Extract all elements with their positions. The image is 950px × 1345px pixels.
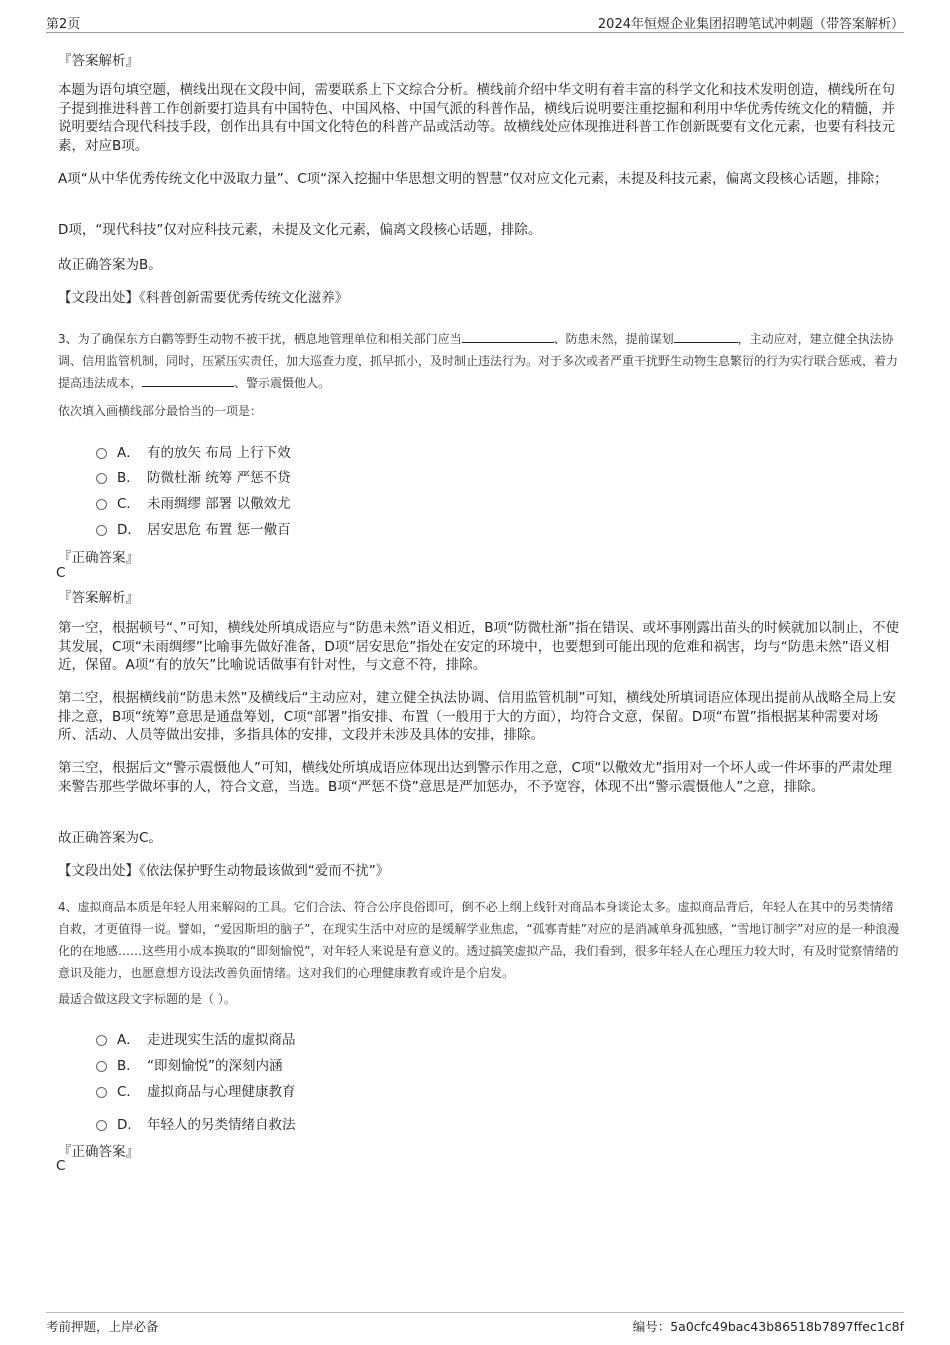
document-code: 编号：5a0cfc49bac43b86518b7897ffec1c8f: [632, 1319, 904, 1334]
option-letter: C．: [117, 1084, 140, 1100]
document-title: 2024年恒煜企业集团招聘笔试冲刺题（带答案解析）: [597, 17, 904, 32]
q3-stem-part-4: 、警示震慑他人。: [234, 376, 331, 390]
option-letter: B．: [117, 470, 140, 486]
q3-analysis-1: 第一空，根据顿号“、”可知，横线处所填成语应与“防患未然”语义相近，B项“防微杜渐”指在错误、或坏事刚露出苗头的时候就加以制止，不使其发展，C项“未雨绸缪”比喻事先做好准备，D项“居安思危”指处在安定的环境中，也要想到可能出现的危难和祸害，均与“防患未然”语义相近，保留。A项“有的放矢”比喻说话做事有针对性，与文意不符，排除。: [58, 620, 899, 673]
q3-analysis-3: 第三空，根据后文“警示震慑他人”可知，横线处所填成语应体现出达到警示作用之意，C项“以儆效尤”指用对一个坏人或一件坏事的严肃处理来警告那些学做坏事的人，符合文意，当选。B项“严惩不贷”意思是严加惩办，不予宽容，体现不出“警示震慑他人”之意，排除。: [58, 760, 892, 795]
q4-prompt: 最适合做这段文字标题的是（ ）。: [58, 992, 236, 1006]
option-letter: D．: [117, 522, 141, 538]
q3-blank-1: [462, 330, 554, 343]
page-header: [46, 10, 904, 33]
q3-blank-2: [674, 330, 738, 343]
q4-option-b[interactable]: [96, 1054, 283, 1074]
radio-icon[interactable]: [96, 1087, 107, 1098]
option-letter: A．: [117, 445, 140, 461]
radio-icon[interactable]: [96, 473, 107, 484]
page-footer: [46, 1312, 904, 1339]
q3-answer-label: 『正确答案』: [58, 550, 139, 566]
q3-stem: [58, 328, 900, 394]
option-letter: A．: [117, 1032, 140, 1048]
radio-icon[interactable]: [96, 448, 107, 459]
q3-stem-part-1: 3、为了确保东方白鹳等野生动物不被干扰，栖息地管理单位和相关部门应当: [58, 332, 462, 346]
q3-option-c[interactable]: [96, 492, 291, 512]
q4-option-a[interactable]: [96, 1028, 296, 1048]
radio-icon[interactable]: [96, 499, 107, 510]
page-number: 第2页: [46, 17, 81, 32]
q3-stem-part-3: ，主动应对，建立健全执法协调、信用监管机制，同时，压紧压实责任，加大巡查力度，抓早抓小，及时制止违法行为。对于多次或者严重干扰野生动物生息繁衍的行为实行联合惩戒，着力提高违法成本，: [58, 332, 899, 390]
radio-icon[interactable]: [96, 1035, 107, 1046]
q4-option-c[interactable]: [96, 1080, 296, 1100]
q3-option-d[interactable]: [96, 518, 291, 538]
option-text: 防微杜渐 统筹 严惩不贷: [147, 470, 291, 486]
q3-conclusion: 故正确答案为C。: [58, 830, 162, 846]
option-text: “即刻愉悦”的深刻内涵: [147, 1058, 283, 1074]
q4-option-d[interactable]: [96, 1113, 296, 1133]
option-text: 居安思危 布置 惩一儆百: [147, 522, 291, 538]
radio-icon[interactable]: [96, 525, 107, 536]
option-letter: C．: [117, 496, 140, 512]
footer-note: 考前押题，上岸必备: [46, 1319, 159, 1334]
q3-source: 【文段出处】《依法保护野生动物最该做到“爱而不扰”》: [58, 863, 390, 879]
q2-analysis-d: D项，“现代科技”仅对应科技元素，未提及文化元素，偏离文段核心话题，排除。: [58, 222, 542, 238]
option-text: 走进现实生活的虚拟商品: [147, 1032, 296, 1048]
radio-icon[interactable]: [96, 1120, 107, 1131]
q2-conclusion: 故正确答案为B。: [58, 257, 162, 273]
q3-prompt: 依次填入画横线部分最恰当的一项是：: [58, 404, 263, 418]
q3-blank-3: [142, 374, 234, 387]
q3-option-b[interactable]: [96, 466, 291, 486]
q3-answer: C: [56, 565, 66, 581]
q3-analysis-label: 『答案解析』: [58, 590, 139, 606]
q2-analysis-label: 『答案解析』: [58, 53, 139, 69]
q4-answer-label: 『正确答案』: [58, 1144, 139, 1160]
option-text: 年轻人的另类情绪自救法: [147, 1117, 296, 1133]
q4-answer: C: [56, 1158, 66, 1174]
q3-stem-part-2: 、防患未然，提前谋划: [553, 332, 674, 346]
radio-icon[interactable]: [96, 1061, 107, 1072]
q3-option-a[interactable]: [96, 441, 291, 461]
q4-stem: 4、虚拟商品本质是年轻人用来解闷的工具。它们合法、符合公序良俗即可，倒不必上纲上线针对商品本身谈论太多。虚拟商品背后，年轻人在其中的另类情绪自救，才更值得一说。譬如，“爱因斯坦的脑子”，在现实生活中对应的是缓解学业焦虑，“孤寡青蛙”对应的是消减单身孤独感，“雪地订制字”对应的是一种浪漫化的在地感……这些用小成本换取的“即刻愉悦”，对年轻人来说是有意义的。透过搞笑虚拟产品，我们看到，很多年轻人在心理压力较大时，有及时觉察情绪的意识及能力，也愿意想方设法改善负面情绪。这对我们的心理健康教育或许是个启发。: [58, 900, 900, 980]
option-text: 虚拟商品与心理健康教育: [147, 1084, 296, 1100]
q3-analysis-2: 第二空，根据横线前“防患未然”及横线后“主动应对，建立健全执法协调、信用监管机制”可知，横线处所填词语应体现出提前从战略全局上安排之意，B项“统筹”意思是通盘筹划，C项“部署”指安排、布置（一般用于大的方面），均符合文意，保留。D项“布置”指根据某种需要对场所、活动、人员等做出安排，多指具体的安排，文段并未涉及具体的安排，排除。: [58, 690, 896, 743]
option-letter: D．: [117, 1117, 141, 1133]
option-text: 未雨绸缪 部署 以儆效尤: [147, 496, 291, 512]
q2-source: 【文段出处】《科普创新需要优秀传统文化滋养》: [58, 290, 349, 306]
q2-analysis-ac: A项“从中华优秀传统文化中汲取力量”、C项“深入挖掘中华思想文明的智慧”仅对应文化元素，未提及科技元素，偏离文段核心话题，排除；: [58, 171, 888, 187]
option-letter: B．: [117, 1058, 140, 1074]
q2-analysis-main: 本题为语句填空题，横线出现在文段中间，需要联系上下文综合分析。横线前介绍中华文明有着丰富的科学文化和技术发明创造，横线所在句子提到推进科普工作创新要打造具有中国特色、中国风格、中国气派的科普作品，横线后说明要注重挖掘和利用中华优秀传统文化的精髓，并说明要结合现代科技手段，创作出具有中国文化特色的科普产品或活动等。故横线处应体现推进科普工作创新既要有文化元素，也要有科技元素，对应B项。: [58, 82, 895, 154]
option-text: 有的放矢 布局 上行下效: [147, 445, 291, 461]
